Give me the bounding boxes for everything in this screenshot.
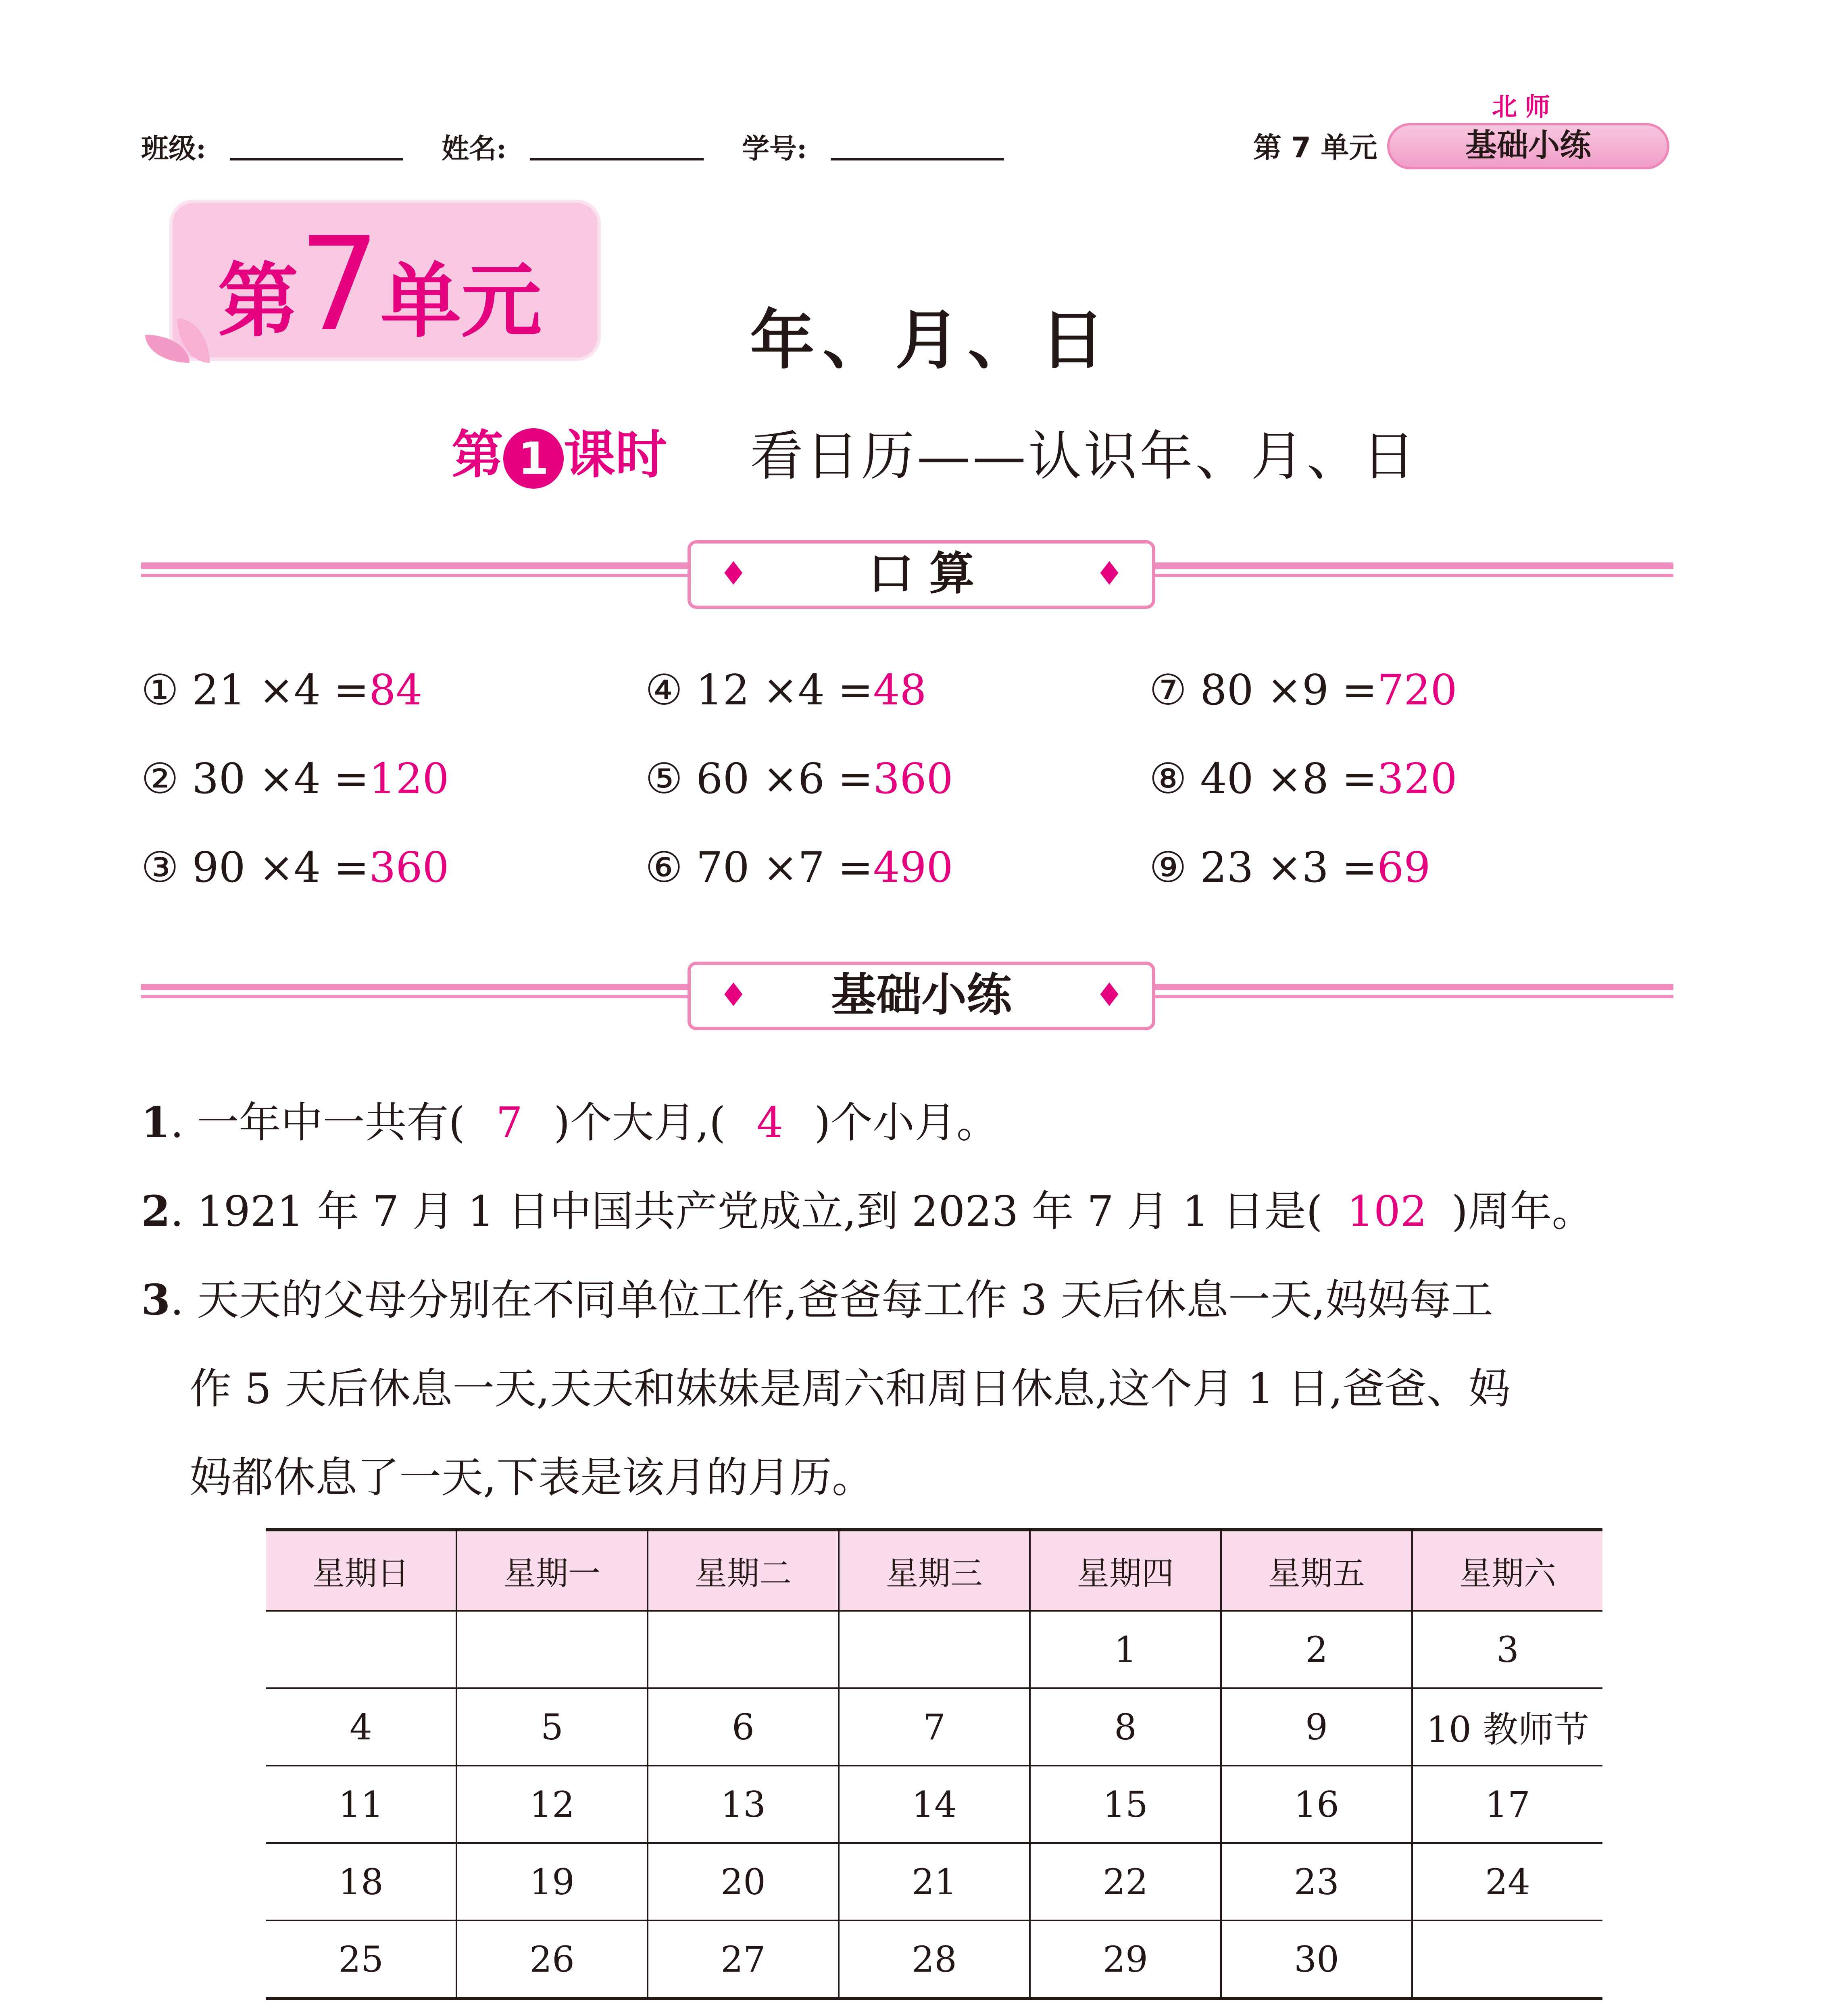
calendar-cell: 30 <box>1221 1920 1412 1999</box>
calendar-cell: 9 <box>1221 1688 1412 1766</box>
calendar-cell <box>839 1611 1030 1688</box>
unit-badge-number: 7 <box>298 210 381 360</box>
weekday-header: 星期六 <box>1412 1530 1602 1611</box>
calendar-cell: 24 <box>1412 1843 1602 1920</box>
answer: 69 <box>1377 843 1431 892</box>
calendar-cell <box>1412 1920 1602 1999</box>
lesson-circle: 1 <box>503 428 564 489</box>
calendar-cell: 1 <box>1030 1611 1221 1688</box>
calendar-cell: 10 教师节 <box>1412 1688 1602 1766</box>
calendar-cell <box>456 1611 648 1688</box>
answer: 120 <box>369 754 449 803</box>
calendar-cell: 13 <box>648 1766 839 1843</box>
calendar-cell: 11 <box>266 1766 456 1843</box>
calendar-row <box>266 1611 1602 1688</box>
diamond-icon: ♦ <box>1095 555 1124 592</box>
lesson-suffix: 课时 <box>564 425 667 485</box>
series-logo: 基础小练 <box>1387 123 1669 169</box>
name-field[interactable] <box>530 158 704 160</box>
calendar-cell: 18 <box>266 1843 456 1920</box>
answer-field[interactable]: 4 <box>756 1098 783 1147</box>
calendar-cell: 27 <box>648 1920 839 1999</box>
unit-badge-prefix: 第 <box>218 254 299 348</box>
calendar-row <box>266 1766 1602 1843</box>
calendar-cell: 7 <box>839 1688 1030 1766</box>
calendar-cell: 25 <box>266 1920 456 1999</box>
oral-item: ② 30 ×4 =120 <box>141 754 449 803</box>
calendar-cell: 12 <box>456 1766 648 1843</box>
answer: 360 <box>873 754 953 803</box>
weekday-header: 星期二 <box>648 1530 839 1611</box>
calendar-row <box>266 1843 1602 1920</box>
calendar-cell: 5 <box>456 1688 648 1766</box>
oral-title-text: 口 算 <box>868 548 975 600</box>
calendar-cell: 3 <box>1412 1611 1602 1688</box>
lesson-prefix: 第 <box>452 425 504 485</box>
weekday-header: 星期五 <box>1221 1530 1412 1611</box>
id-label: 学号: <box>742 133 807 165</box>
section-title-practice <box>688 962 1155 1030</box>
answer: 84 <box>369 665 423 714</box>
calendar-table <box>266 1528 1602 2000</box>
answer: 360 <box>369 843 449 892</box>
practice-title-text: 基础小练 <box>831 969 1012 1021</box>
answer-field[interactable]: 102 <box>1347 1187 1427 1236</box>
name-label: 姓名: <box>442 133 507 165</box>
oral-item: ⑥ 70 ×7 =490 <box>645 843 953 892</box>
weekday-header: 星期日 <box>266 1530 456 1611</box>
calendar-cell: 15 <box>1030 1766 1221 1843</box>
section-title-oral <box>688 540 1155 609</box>
question-3-line: 作 5 天后休息一天,天天和妹妹是周六和周日休息,这个月 1 日,爸爸、妈 <box>190 1364 1511 1413</box>
weekday-header: 星期一 <box>456 1530 648 1611</box>
oral-item: ③ 90 ×4 =360 <box>141 843 449 892</box>
calendar-cell: 17 <box>1412 1766 1602 1843</box>
calendar-cell: 23 <box>1221 1843 1412 1920</box>
unit-tag: 第 7 单元 <box>1253 131 1377 164</box>
question-3-line: 妈都休息了一天,下表是该月的月历。 <box>190 1453 874 1502</box>
calendar-cell: 6 <box>648 1688 839 1766</box>
weekday-header: 星期三 <box>839 1530 1030 1611</box>
id-field[interactable] <box>831 158 1004 160</box>
oral-item: ⑦ 80 ×9 =720 <box>1149 665 1457 714</box>
calendar-cell: 22 <box>1030 1843 1221 1920</box>
unit-badge-suffix: 单元 <box>380 254 542 348</box>
lesson-title: 看日历——认识年、月、日 <box>750 425 1418 487</box>
lesson-number <box>452 413 667 489</box>
unit-badge-text <box>218 210 542 360</box>
calendar-cell: 26 <box>456 1920 648 1999</box>
calendar-cell: 2 <box>1221 1611 1412 1688</box>
calendar-cell: 8 <box>1030 1688 1221 1766</box>
diamond-icon: ♦ <box>719 555 748 592</box>
calendar-cell <box>266 1611 456 1688</box>
diamond-icon: ♦ <box>1095 976 1124 1014</box>
answer-field[interactable]: 7 <box>496 1098 523 1147</box>
answer: 48 <box>873 665 927 714</box>
diamond-icon: ♦ <box>719 976 748 1014</box>
calendar-cell: 4 <box>266 1688 456 1766</box>
calendar-row <box>266 1920 1602 1999</box>
calendar-cell: 21 <box>839 1843 1030 1920</box>
answer: 490 <box>873 843 953 892</box>
calendar-row <box>266 1688 1602 1766</box>
calendar-cell: 14 <box>839 1766 1030 1843</box>
calendar-cell: 19 <box>456 1843 648 1920</box>
oral-item: ① 21 ×4 =84 <box>141 665 423 714</box>
calendar-cell: 20 <box>648 1843 839 1920</box>
oral-item: ⑧ 40 ×8 =320 <box>1149 754 1457 803</box>
oral-item: ⑨ 23 ×3 =69 <box>1149 843 1431 892</box>
logo-publisher: 北师 <box>1492 92 1558 121</box>
answer: 720 <box>1377 665 1457 714</box>
chapter-title: 年、月、日 <box>750 302 1113 378</box>
calendar-cell: 28 <box>839 1920 1030 1999</box>
oral-item: ⑤ 60 ×6 =360 <box>645 754 953 803</box>
weekday-header: 星期四 <box>1030 1530 1221 1611</box>
question-3: 3. 天天的父母分别在不同单位工作,爸爸每工作 3 天后休息一天,妈妈每工 <box>141 1275 1493 1325</box>
class-label: 班级: <box>141 133 206 165</box>
oral-item: ④ 12 ×4 =48 <box>645 665 927 714</box>
class-field[interactable] <box>230 158 403 160</box>
calendar-cell: 29 <box>1030 1920 1221 1999</box>
question-1: 1. 一年中一共有( 7 )个大月,( 4 )个小月。 <box>141 1098 998 1147</box>
calendar-cell: 16 <box>1221 1766 1412 1843</box>
answer: 320 <box>1377 754 1457 803</box>
calendar-cell <box>648 1611 839 1688</box>
question-2: 2. 1921 年 7 月 1 日中国共产党成立,到 2023 年 7 月 1 日是( 102 )周年。 <box>141 1186 1594 1236</box>
calendar-header-row <box>266 1530 1602 1611</box>
